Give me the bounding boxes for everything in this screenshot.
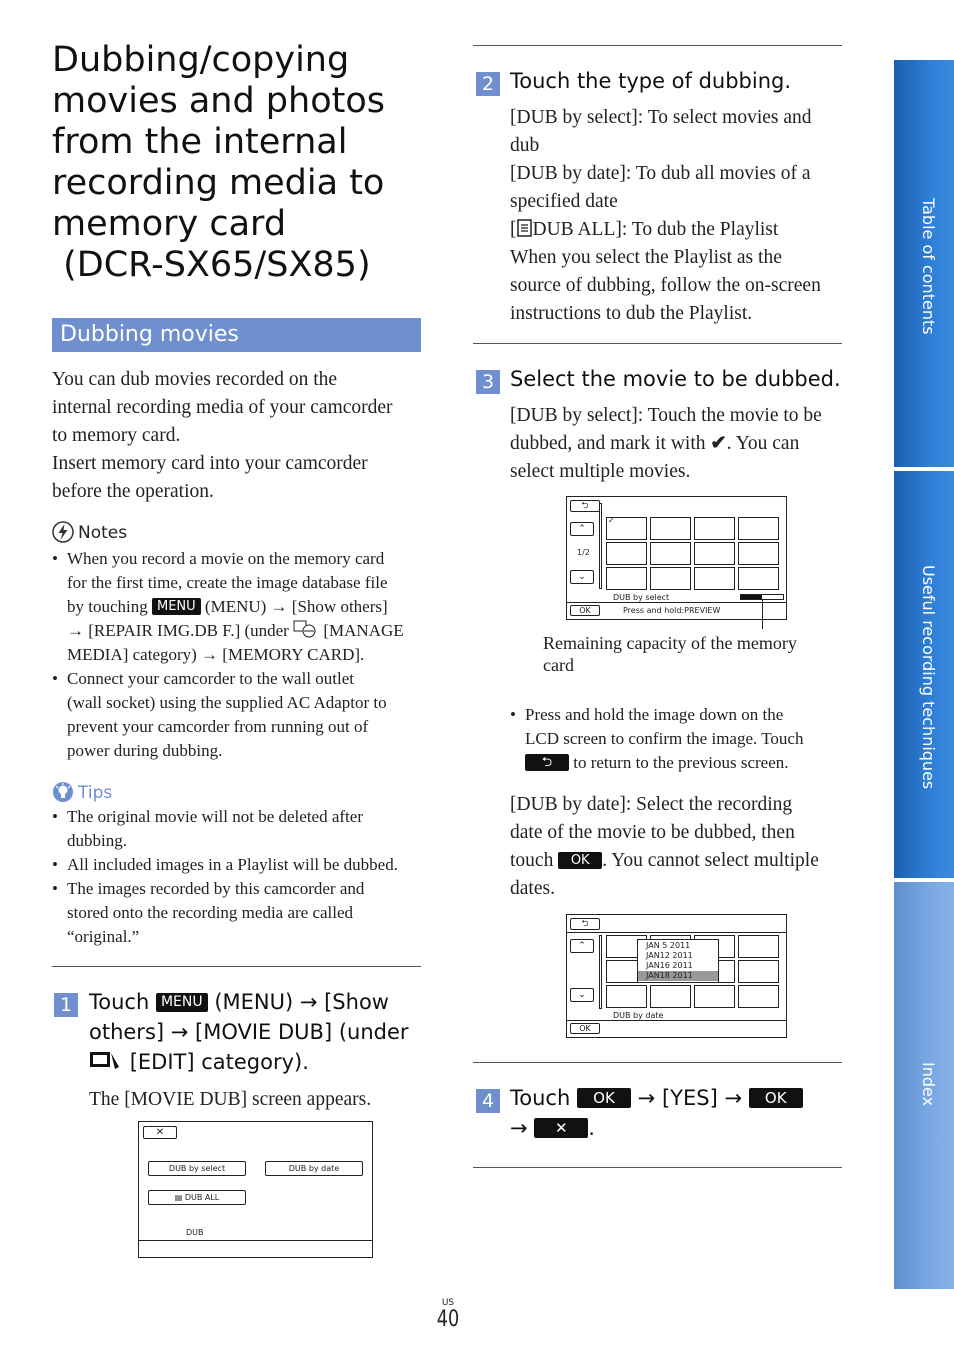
edit-category-icon <box>89 1049 123 1073</box>
date-item[interactable]: JAN16 2011 <box>646 961 693 970</box>
dub-by-select-screen <box>566 496 787 620</box>
close-button-icon: ✕ <box>534 1118 588 1138</box>
ok-button[interactable]: OK <box>570 605 600 616</box>
tips-list <box>52 805 432 949</box>
page-title: Dubbing/copying movies and photos from the internal recording media to memory card (DCR-SX65/SX85) <box>52 40 385 285</box>
divider <box>567 932 786 933</box>
check-icon: ✓ <box>608 516 615 525</box>
thumbnail[interactable] <box>650 567 691 590</box>
list-item: • All included images in a Playlist will be dubbed. <box>52 853 432 877</box>
playlist-icon: ▤ <box>174 1193 183 1202</box>
date-item[interactable]: JAN12 2011 <box>646 951 693 960</box>
step-3-text: [DUB by select]: Touch the movie to be dubbed, and mark it with ✔. You can select multiple movies. <box>510 405 822 482</box>
close-button[interactable]: ✕ <box>143 1126 177 1139</box>
scrollbar[interactable] <box>599 503 602 589</box>
tab-table-of-contents[interactable]: Table of contents <box>894 60 954 467</box>
menu-button-icon: MENU <box>152 598 201 615</box>
step-1-description: The [MOVIE DUB] screen appears. <box>89 1089 372 1110</box>
dub-all-button[interactable]: ▤ DUB ALL <box>148 1190 246 1205</box>
thumbnail[interactable] <box>738 960 779 983</box>
divider <box>52 966 421 967</box>
manage-media-icon <box>293 619 319 639</box>
thumbnail[interactable] <box>738 935 779 958</box>
divider <box>473 1167 842 1168</box>
page-number: 40 <box>436 1307 460 1332</box>
list-item: • The images recorded by this camcorder and stored onto the recording media are called “original.” <box>52 877 432 949</box>
tab-index[interactable]: Index <box>894 882 954 1289</box>
preview-hint: Press and hold:PREVIEW <box>623 606 721 615</box>
thumbnail[interactable] <box>738 985 779 1008</box>
scroll-up-button[interactable]: ⌃ <box>570 939 594 953</box>
thumbnail[interactable] <box>606 517 647 540</box>
notes-list <box>52 547 432 763</box>
dub-by-date-button[interactable]: DUB by date <box>265 1161 363 1176</box>
screen-footer-label: DUB <box>186 1228 204 1237</box>
step-3-number: 3 <box>476 370 500 394</box>
thumbnail[interactable] <box>694 517 735 540</box>
thumbnail[interactable] <box>694 985 735 1008</box>
tips-icon <box>52 781 74 803</box>
step-1-heading: Touch MENU (MENU) → [Show others] → [MOVIE DUB] (under [EDIT] category). <box>89 990 409 1074</box>
notes-icon <box>52 521 74 543</box>
scroll-down-button[interactable]: ⌄ <box>570 988 594 1002</box>
ok-button[interactable]: OK <box>570 1023 600 1034</box>
divider <box>473 1062 842 1063</box>
step-2-number: 2 <box>476 72 500 96</box>
divider <box>473 343 842 344</box>
list-item: • The original movie will not be deleted after dubbing. <box>52 805 432 853</box>
thumbnail[interactable] <box>650 517 691 540</box>
step-2-heading: Touch the type of dubbing. <box>510 69 792 93</box>
step-3-heading: Select the movie to be dubbed. <box>510 367 841 391</box>
divider <box>473 45 842 46</box>
callout-line <box>762 599 763 629</box>
ok-button-icon: OK <box>558 852 602 869</box>
scroll-up-button[interactable]: ⌃ <box>570 522 594 536</box>
movie-dub-screen <box>138 1121 373 1258</box>
ok-button-icon: OK <box>577 1088 631 1108</box>
step-1-number: 1 <box>54 993 78 1017</box>
thumbnail[interactable] <box>694 542 735 565</box>
page-indicator: 1/2 <box>577 548 590 557</box>
menu-button-icon: MENU <box>156 993 208 1012</box>
screen-mode-label: DUB by select <box>613 593 670 602</box>
thumbnail[interactable] <box>606 985 647 1008</box>
thumbnail[interactable] <box>738 567 779 590</box>
list-item: • When you record a movie on the memory card for the first time, create the image database file by touching MENU (MENU) → [Show others] → [REPAIR IMG.DB F.] (under [MANAGE MEDIA] category) → [MEMORY CARD]. <box>52 547 432 667</box>
section-heading: Dubbing movies <box>52 318 421 352</box>
dub-by-select-button[interactable]: DUB by select <box>148 1161 246 1176</box>
thumbnail[interactable] <box>694 567 735 590</box>
step-4-number: 4 <box>476 1089 500 1113</box>
back-button[interactable]: ⮌ <box>570 500 600 512</box>
playlist-icon <box>517 219 533 237</box>
divider <box>567 1020 786 1021</box>
screen-mode-label: DUB by date <box>613 1011 664 1020</box>
check-icon: ✔ <box>710 433 727 454</box>
step-3-note <box>510 703 850 775</box>
dub-by-date-text: [DUB by date]: Select the recording date of the movie to be dubbed, then touch OK . You cannot select multiple dates. <box>510 794 819 899</box>
ok-button-icon: OK <box>749 1088 803 1108</box>
back-button[interactable]: ⮌ <box>570 918 600 930</box>
page-region: US <box>441 1298 455 1308</box>
thumbnail[interactable] <box>650 985 691 1008</box>
thumbnail[interactable] <box>738 517 779 540</box>
list-item: • Press and hold the image down on the LCD screen to confirm the image. Touch ⮌ to return to the previous screen. <box>510 703 850 775</box>
date-item-selected[interactable]: JAN18 2011 <box>638 971 718 981</box>
dub-by-date-screen <box>566 914 787 1038</box>
step-2-text: [DUB by select]: To select movies and dub [DUB by date]: To dub all movies of a specified date [ DUB ALL]: To dub the Playlist When you select the Playlist as the source of dubbing, follow the on-screen instructions to dub the Playlist. <box>510 107 821 324</box>
scrollbar[interactable] <box>599 935 602 1009</box>
date-item[interactable]: JAN 5 2011 <box>646 941 691 950</box>
scroll-down-button[interactable]: ⌄ <box>570 570 594 584</box>
tab-useful-recording-techniques[interactable]: Useful recording techniques <box>894 471 954 878</box>
intro-text: You can dub movies recorded on the internal recording media of your camcorder to memory card. Insert memory card into your camcorder before the operation. <box>52 369 393 502</box>
capacity-caption: Remaining capacity of the memory card <box>543 633 797 675</box>
divider <box>567 602 786 603</box>
divider <box>139 1240 372 1241</box>
thumbnail[interactable] <box>650 542 691 565</box>
date-list[interactable] <box>637 939 719 983</box>
thumbnail[interactable] <box>738 542 779 565</box>
thumbnail[interactable] <box>606 567 647 590</box>
back-button-icon: ⮌ <box>525 754 569 771</box>
thumbnail[interactable] <box>606 542 647 565</box>
step-4-heading: Touch OK → [YES] → OK → ✕ . <box>510 1083 850 1143</box>
list-item: • Connect your camcorder to the wall outlet (wall socket) using the supplied AC Adaptor to prevent your camcorder from running out of power during dubbing. <box>52 667 432 763</box>
